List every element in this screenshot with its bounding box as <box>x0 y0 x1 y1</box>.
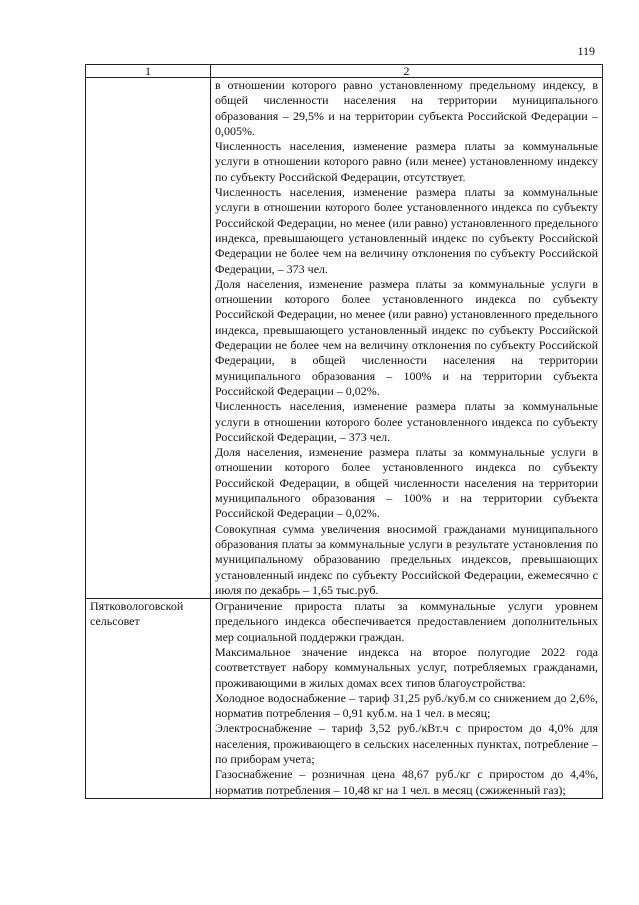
paragraph: Газоснабжение – розничная цена 48,67 руб./кг с приростом до 4,4%, норматив потребления – 10,48 кг на 1 чел. в месяц (сжиженный газ); <box>215 767 598 797</box>
description-cell <box>211 599 603 799</box>
paragraph: Ограничение прироста платы за коммунальные услуги уровнем предельного индекса обеспечивается предоставлением дополнительных мер социальной поддержки граждан. <box>215 599 598 644</box>
paragraph: Электроснабжение – тариф 3,52 руб./кВт.ч с приростом до 4,0% для населения, проживающего в сельских населенных пунктах, потребление – по приборам учета; <box>215 721 598 767</box>
description-cell <box>211 78 603 599</box>
paragraph: Численность населения, изменение размера платы за коммунальные услуги в отношении которого более установленного индекса по субъекту Российской Федерации, – 373 чел. <box>215 399 598 444</box>
column-header-row <box>86 65 603 78</box>
table-row <box>86 78 603 599</box>
table-row <box>86 599 603 799</box>
page-number: 119 <box>577 44 595 58</box>
paragraph: Доля населения, изменение размера платы за коммунальные услуги в отношении которого более установленного индекса по субъекту Российской Федерации, в общей численности населения на территории муниципального образования – 100% и на территории субъекта Российской Федерации – 0,02%. <box>215 445 598 521</box>
paragraph: Холодное водоснабжение – тариф 31,25 руб./куб.м со снижением до 2,6%, норматив потребления – 0,91 куб.м. на 1 чел. в месяц; <box>215 690 598 721</box>
paragraph: Численность населения, изменение размера платы за коммунальные услуги в отношении которого равно (или менее) установленному индексу по субъекту Российской Федерации, отсутствует. <box>215 139 598 184</box>
paragraph: Доля населения, изменение размера платы за коммунальные услуги в отношении которого более установленного индекса по субъекту Российской Федерации, но менее (или равно) установленного предельного индекса, превышающего установленный индекс по субъекту Российской Федерации не более чем на величину отклонения по субъекту Российской Федерации, в общей численности населения на территории муниципального образования – 100% и на территории субъекта Российской Федерации – 0,02%. <box>215 276 598 398</box>
municipality-cell: Пятковологовской сельсовет <box>86 599 211 799</box>
column-header-1: 1 <box>86 65 211 78</box>
document-table <box>85 64 603 799</box>
paragraph: Максимальное значение индекса на второе полугодие 2022 года соответствует набору коммунальных услуг, потребляемых гражданами, проживающими в жилых домах всех типов благоустройства: <box>215 644 598 690</box>
column-header-2: 2 <box>211 65 603 78</box>
paragraph: Совокупная сумма увеличения вносимой гражданами муниципального образования платы за коммунальные услуги в результате установления по муниципальному образованию предельных индексов, превышающих установленный индекс по субъекту Российской Федерации, ежемесячно с июля по декабрь – 1,65 тыс.руб. <box>215 521 598 597</box>
paragraph: Численность населения, изменение размера платы за коммунальные услуги в отношении которого более установленного индекса по субъекту Российской Федерации, но менее (или равно) установленного предельного индекса, превышающего установленный индекс по субъекту Российской Федерации не более чем на величину отклонения по субъекту Российской Федерации, – 373 чел. <box>215 185 598 276</box>
paragraph: в отношении которого равно установленному предельному индексу, в общей численности населения на территории муниципального образования – 29,5% и на территории субъекта Российской Федерации – 0,005%. <box>215 78 598 138</box>
municipality-cell <box>86 78 211 599</box>
